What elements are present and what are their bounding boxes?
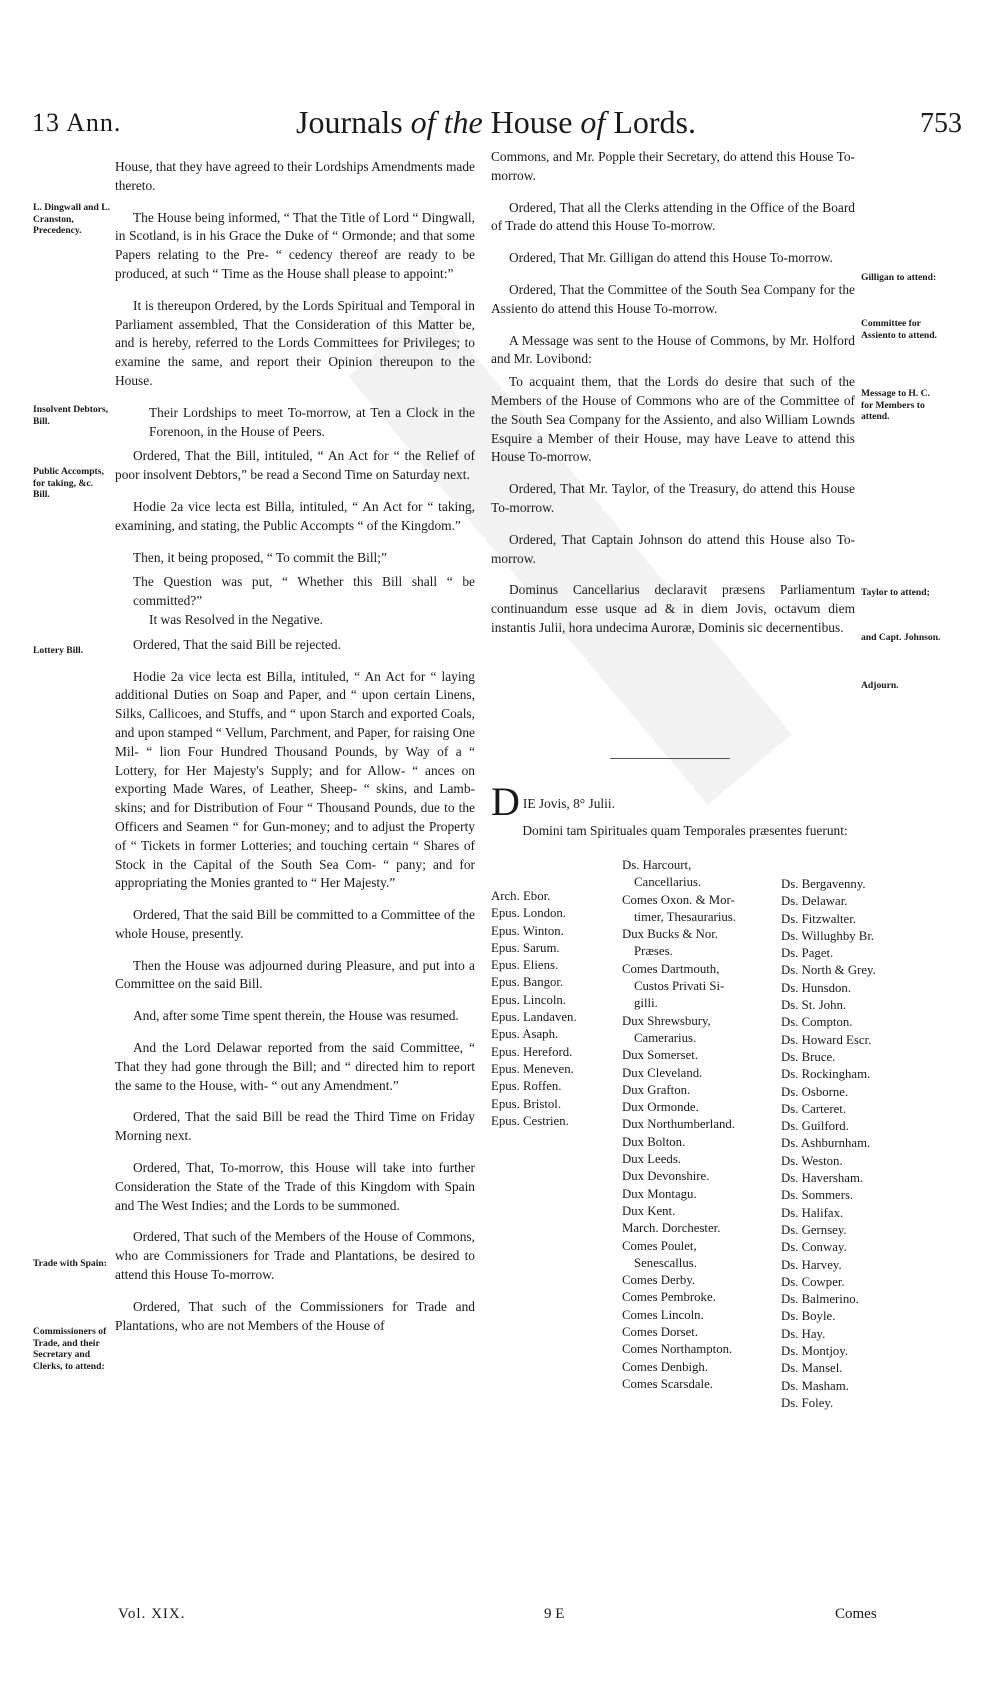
lord-name: Dux Grafton.: [622, 1082, 691, 1097]
lord-name: Ds. North & Grey.: [781, 963, 876, 978]
margin-note: Committee for Assiento to attend.: [861, 318, 937, 341]
title-word: the: [443, 104, 483, 140]
lord-name: Comes Derby.: [622, 1273, 696, 1288]
signature-mark: 9 E: [544, 1606, 565, 1622]
margin-note: Lottery Bill.: [33, 645, 84, 656]
paragraph: Then, it being proposed, “ To commit the Bill;”: [133, 549, 387, 565]
lord-name: Epus. Cestrien.: [491, 1113, 569, 1128]
paragraph: To acquaint them, that the Lords do desire that such of the Members of the House of Commons who are of the Committee of the South Sea Company for the Assiento, and also William Lownds Esquire a Member of their House, may have Leave to attend this House To-morrow.: [491, 374, 855, 465]
lord-name: Comes Denbigh.: [622, 1359, 709, 1374]
lord-name: Epus. Eliens.: [491, 958, 559, 973]
lord-name: Epus. Sarum.: [491, 940, 560, 955]
lord-name: Ds. Montjoy.: [781, 1344, 849, 1359]
lord-name: Epus. Landaven.: [491, 1010, 577, 1025]
lord-name: Epus. London.: [491, 906, 567, 921]
lord-name: Ds. Balmerino.: [781, 1292, 859, 1307]
lord-name: Ds. Harvey.: [781, 1257, 842, 1272]
lord-name: Ds. Haversham.: [781, 1171, 864, 1186]
lord-name: Ds. Hunsdon.: [781, 980, 852, 995]
margin-note: Insolvent Debtors, Bill.: [33, 404, 109, 427]
lord-name: Comes Pembroke.: [622, 1290, 716, 1305]
lord-name: Dux Leeds.: [622, 1152, 681, 1167]
title-word: Lords.: [613, 104, 696, 140]
lord-name: Ds. Compton.: [781, 1015, 853, 1030]
page-number: 753: [920, 108, 962, 139]
paragraph: And, after some Time spent therein, the House was resumed.: [133, 1008, 459, 1024]
lord-name: Comes Scarsdale.: [622, 1376, 713, 1391]
lord-name: Comes Oxon. & Mor-: [622, 892, 735, 907]
paragraph: Commons, and Mr. Popple their Secretary, do attend this House To-morrow.: [491, 149, 855, 183]
paragraph: Then the House was adjourned during Pleasure, and put into a Committee on the said Bill.: [115, 957, 475, 992]
lord-name: Epus. Winton.: [491, 923, 564, 938]
running-title: [30, 104, 962, 141]
margin-note: Public Accompts, for taking, &c. Bill.: [33, 466, 104, 500]
regnal-year: 13 Ann.: [32, 108, 122, 137]
lords-list-barons: [781, 876, 876, 1412]
paragraph: Ordered, That Captain Johnson do attend this House also To-morrow.: [491, 531, 855, 566]
lord-name: Ds. Cowper.: [781, 1274, 845, 1289]
paragraph: Hodie 2a vice lecta est Billa, intituled, “ An Act for “ laying additional Duties on Soap and Paper, and “ upon certain Linens, Silks, Callicoes, and Stuffs, and “ upon Starch and exported Coals, and upon stamped “ Vellum, Parchment, and Paper, for raising One Mil- “ lion Four Hundred Thousand Pounds, by Way of a “ Lottery, for Her Majesty's Supply; and for Allow- “ ances on exporting Made Wares, of Leather, Sheep- “ skins, and Lamb-skins; and for Distribution of Four “ Thousand Pounds, due to the Officers and Seamen “ for Gun-money; and to adjust the Property of “ Tickets in former Lotteries; and touching certain “ Shares of Stock in the Capital of the South Sea Com- “ pany; and for appropriating the Monies granted to “ Her Majesty.”: [115, 668, 475, 891]
lord-name: Epus. Bristol.: [491, 1096, 562, 1111]
lord-name: Comes Lincoln.: [622, 1307, 704, 1322]
paragraph: Ordered, That all the Clerks attending in the Office of the Board of Trade do attend this House To-morrow.: [491, 199, 855, 234]
paragraph: Hodie 2a vice lecta est Billa, intituled, “ An Act for “ taking, examining, and stating, the Public Accompts “ of the Kingdom.”: [115, 498, 475, 533]
left-column: [115, 158, 475, 1348]
lord-name: Ds. Mansel.: [781, 1361, 843, 1376]
lord-name: Custos Privati Si-: [634, 979, 725, 994]
lord-name: Dux Bucks & Nor.: [622, 927, 718, 942]
lord-name: Comes Dartmouth,: [622, 961, 720, 976]
drop-cap: D: [491, 779, 520, 824]
paragraph: Ordered, That Mr. Taylor, of the Treasury, do attend this House To-morrow.: [491, 481, 855, 515]
paragraph: Ordered, That the Bill, intituled, “ An Act for “ the Relief of poor insolvent Debtors,” be read a Second Time on Saturday next.: [115, 448, 475, 483]
lord-name: Ds. Gernsey.: [781, 1222, 847, 1237]
lord-name: Arch. Ebor.: [491, 889, 551, 903]
lord-name: Ds. Hay.: [781, 1326, 826, 1341]
section-divider: [610, 758, 730, 759]
lord-name: Ds. Masham.: [781, 1378, 849, 1393]
margin-note: Gilligan to attend:: [861, 272, 937, 283]
lord-name: Ds. Guilford.: [781, 1119, 849, 1134]
lord-name: Epus. Asaph.: [491, 1027, 559, 1042]
lord-name: Epus. Hereford.: [491, 1044, 573, 1059]
lord-name: timer, Thesaurarius.: [634, 909, 736, 924]
paragraph: It was Resolved in the Negative.: [149, 611, 324, 627]
margin-note: and Capt. Johnson.: [861, 632, 941, 643]
lord-name: Dux Kent.: [622, 1203, 676, 1218]
title-word: House: [490, 104, 573, 140]
margin-note: Commissioners of Trade, and their Secretary and Clerks, to attend:: [33, 1326, 107, 1372]
lord-name: Dux Northumberland.: [622, 1117, 736, 1132]
right-column: [491, 148, 855, 651]
lord-name: gilli.: [634, 996, 658, 1011]
lord-name: Ds. Rockingham.: [781, 1067, 871, 1082]
lord-name: Ds. Foley.: [781, 1395, 834, 1410]
paragraph: A Message was sent to the House of Commons, by Mr. Holford and Mr. Lovibond:: [491, 332, 855, 367]
margin-note: Adjourn.: [861, 680, 899, 691]
lord-name: Ds. St. John.: [781, 998, 847, 1013]
lord-name: Dux Ormonde.: [622, 1100, 699, 1115]
lord-name: Epus. Lincoln.: [491, 992, 566, 1007]
lord-name: Epus. Roffen.: [491, 1079, 562, 1094]
title-word: of: [410, 104, 436, 140]
page-header: [30, 104, 962, 148]
lord-name: Comes Dorset.: [622, 1325, 699, 1340]
lord-name: Ds. Delawar.: [781, 894, 848, 909]
lord-name: Dux Shrewsbury,: [622, 1013, 711, 1028]
lord-name: Ds. Willughby Br.: [781, 928, 875, 943]
lord-name: Ds. Halifax.: [781, 1205, 844, 1220]
lord-name: Dux Devonshire.: [622, 1169, 710, 1184]
lord-name: Cancellarius.: [634, 875, 702, 890]
margin-note: Message to H. C. for Members to attend.: [861, 388, 931, 422]
paragraph: Dominus Cancellarius declaravit præsens Parliamentum continuandum esse usque ad & in diem Jovis, octavum diem instantis Julii, hora undecima Auroræ, Dominis sic decernentibus.: [491, 582, 855, 635]
lord-name: Ds. Howard Escr.: [781, 1032, 872, 1047]
lord-name: Ds. Paget.: [781, 946, 834, 961]
lord-name: Dux Cleveland.: [622, 1065, 703, 1080]
lords-list-officers: [622, 857, 736, 1393]
margin-note: Taylor to attend;: [861, 587, 930, 598]
lord-name: March. Dorchester.: [622, 1221, 721, 1236]
margin-note: Trade with Spain:: [33, 1258, 107, 1269]
paragraph: The House being informed, “ That the Title of Lord “ Dingwall, in Scotland, is in his Grace the Duke of “ Ormonde; and that some Papers relating to the Pre- “ cedency thereof are ready to be produced, at such “ Time as the House shall please to appoint:”: [115, 209, 475, 281]
day-heading-text: IE Jovis, 8° Julii.: [522, 796, 615, 811]
catchword: Comes: [835, 1606, 877, 1622]
lord-name: Ds. Fitzwalter.: [781, 911, 856, 926]
paragraph: House, that they have agreed to their Lordships Amendments made thereto.: [115, 159, 475, 193]
lord-name: Præses.: [634, 944, 673, 959]
title-word: of: [580, 104, 606, 140]
lord-name: Ds. Conway.: [781, 1240, 847, 1255]
lord-name: Epus. Bangor.: [491, 975, 564, 990]
lord-name: Comes Northampton.: [622, 1342, 733, 1357]
lord-name: Ds. Bruce.: [781, 1049, 836, 1064]
paragraph: It is thereupon Ordered, by the Lords Spiritual and Temporal in Parliament assembled, That the Consideration of this Matter be, and is hereby, referred to the Lords Committees for Privileges; to examine the same, and report their Opinion thereupon to the House.: [115, 297, 475, 388]
title-word: Journals: [296, 104, 403, 140]
paragraph: Ordered, That such of the Commissioners for Trade and Plantations, who are not Members of the House of: [115, 1298, 475, 1333]
lord-name: Dux Somerset.: [622, 1048, 699, 1063]
margin-note: L. Dingwall and L. Cranston, Precedency.: [33, 202, 111, 236]
paragraph: The Question was put, “ Whether this Bill shall “ be committed?”: [133, 574, 475, 609]
lord-name: Ds. Ashburnham.: [781, 1136, 871, 1151]
volume-label: Vol. XIX.: [118, 1606, 186, 1622]
paragraph: Ordered, That the said Bill be committed to a Committee of the whole House, presently.: [115, 907, 475, 941]
paragraph: Ordered, That the Committee of the South Sea Company for the Assiento do attend this House To-morrow.: [491, 281, 855, 316]
lord-name: Epus. Meneven.: [491, 1061, 574, 1076]
lord-name: Ds. Carteret.: [781, 1101, 847, 1116]
lord-name: Ds. Sommers.: [781, 1188, 854, 1203]
lord-name: Ds. Boyle.: [781, 1309, 836, 1324]
lord-name: Dux Bolton.: [622, 1134, 686, 1149]
lord-name: Senescallus.: [634, 1255, 697, 1270]
lord-name: Ds. Weston.: [781, 1153, 843, 1168]
paragraph: Ordered, That the said Bill be rejected.: [133, 636, 341, 652]
paragraph: Ordered, That, To-morrow, this House will take into further Consideration the State of the Trade of this Kingdom with Spain and The West Indies; and the Lords to be summoned.: [115, 1160, 475, 1213]
lords-list-spiritual: [491, 888, 577, 1130]
attendance-heading: Domini tam Spirituales quam Temporales præsentes fuerunt:: [522, 823, 848, 838]
lord-name: Ds. Harcourt,: [622, 858, 692, 872]
paragraph: Their Lordships to meet To-morrow, at Ten a Clock in the Forenoon, in the House of Peers.: [149, 404, 475, 439]
paragraph: Ordered, That the said Bill be read the Third Time on Friday Morning next.: [115, 1109, 475, 1144]
lord-name: Ds. Bergavenny.: [781, 877, 866, 891]
lord-name: Comes Poulet,: [622, 1238, 697, 1253]
paragraph: And the Lord Delawar reported from the said Committee, “ That they had gone through the Bill; and “ directed him to report the same to the House, with- “ out any Amendment.”: [115, 1040, 475, 1093]
lord-name: Dux Montagu.: [622, 1186, 697, 1201]
paragraph: Ordered, That such of the Members of the House of Commons, who are Commissioners for Trade and Plantations, be desired to attend this House To-morrow.: [115, 1229, 475, 1283]
lord-name: Camerarius.: [634, 1030, 697, 1045]
lord-name: Ds. Osborne.: [781, 1084, 849, 1099]
day-heading: [491, 779, 855, 824]
paragraph: Ordered, That Mr. Gilligan do attend this House To-morrow.: [509, 250, 833, 266]
